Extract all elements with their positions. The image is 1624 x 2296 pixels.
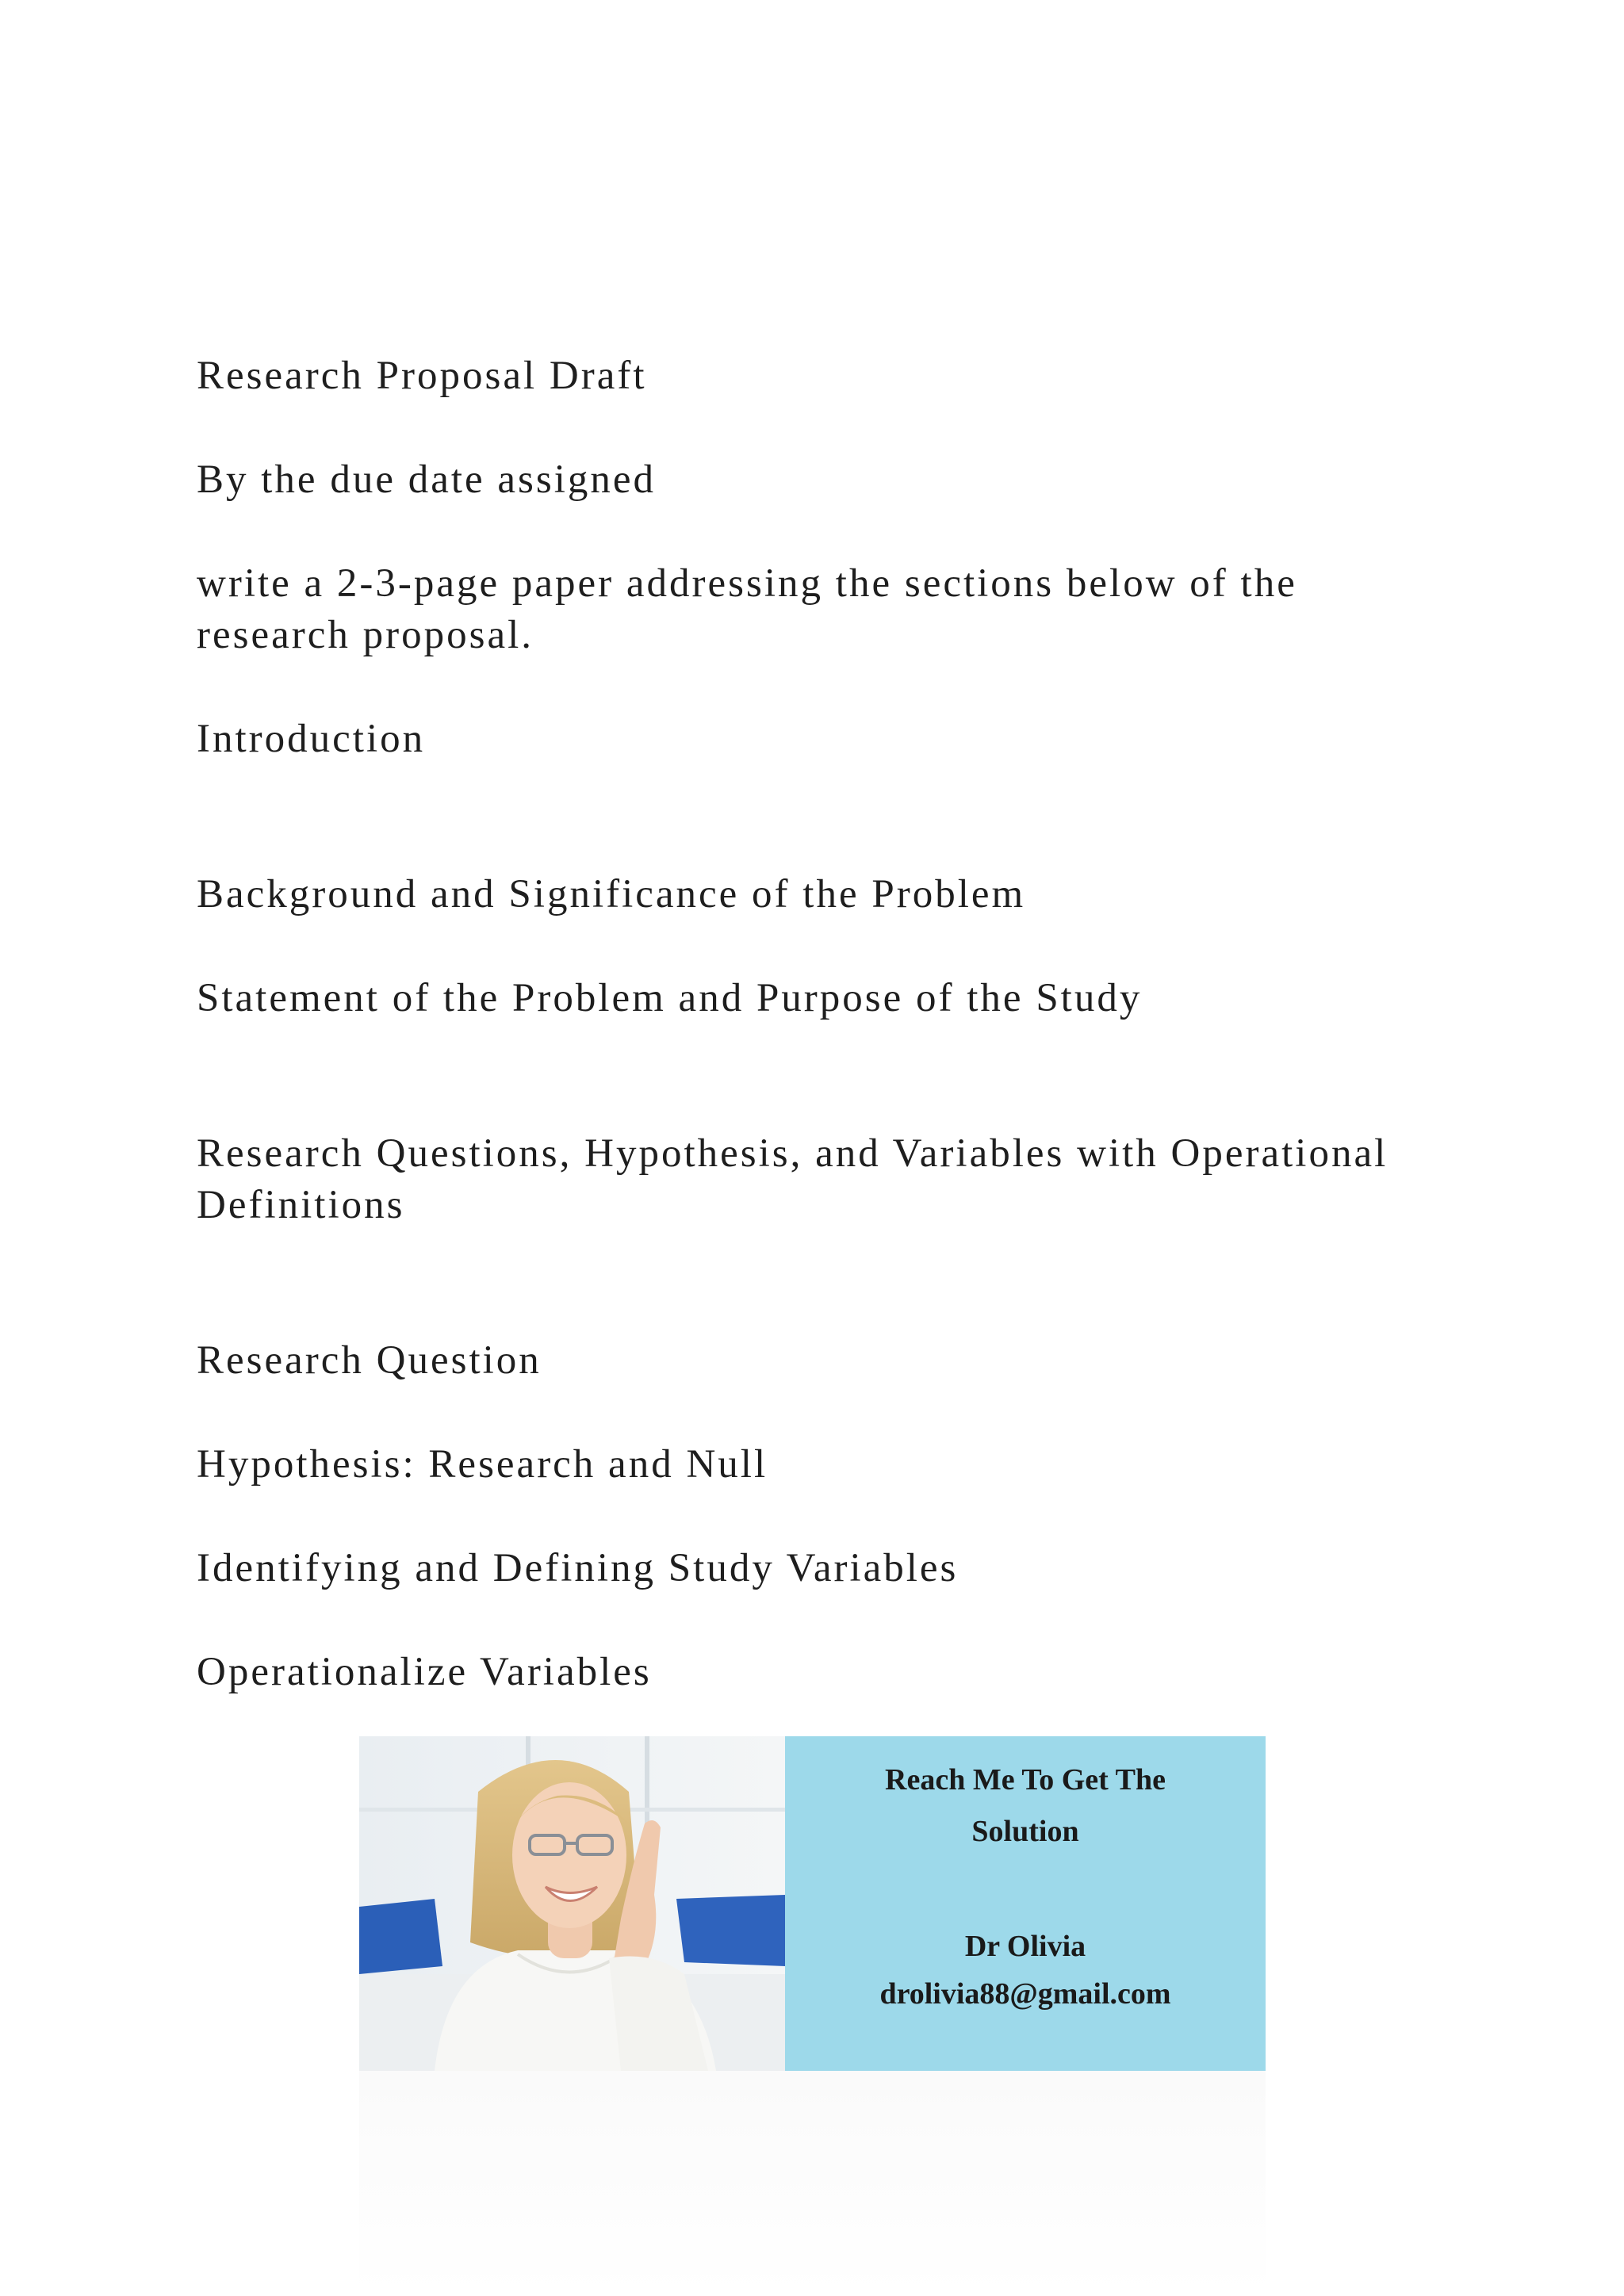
image-lower-area [359,2071,1266,2296]
contact-panel [785,1736,1266,2071]
contact-name: Dr Olivia [964,1930,1086,1963]
portrait-photo [359,1736,785,2071]
contact-email: drolivia88@gmail.com [879,1977,1171,2011]
section-operationalize: Operationalize Variables [197,1650,652,1694]
section-research-question: Research Question [197,1338,542,1383]
document-title: Research Proposal Draft [197,354,647,398]
instruction-line-1: write a 2-3-page paper addressing the sections below of the [197,561,1297,606]
section-statement: Statement of the Problem and Purpose of the Study [197,976,1143,1020]
section-introduction: Introduction [197,717,426,761]
section-hypothesis: Hypothesis: Research and Null [197,1442,768,1487]
contact-heading-line-2: Solution [971,1815,1079,1848]
section-research-questions-1: Research Questions, Hypothesis, and Variables with Operational [197,1131,1388,1176]
section-research-questions-2: Definitions [197,1183,405,1227]
contact-banner [359,1736,1266,2071]
instruction-line-2: research proposal. [197,613,534,657]
due-date-line: By the due date assigned [197,457,657,502]
contact-heading-line-1: Reach Me To Get The [885,1763,1166,1797]
section-background: Background and Significance of the Problem [197,872,1026,916]
section-variables: Identifying and Defining Study Variables [197,1546,959,1590]
portrait-image-icon [359,1736,785,2071]
